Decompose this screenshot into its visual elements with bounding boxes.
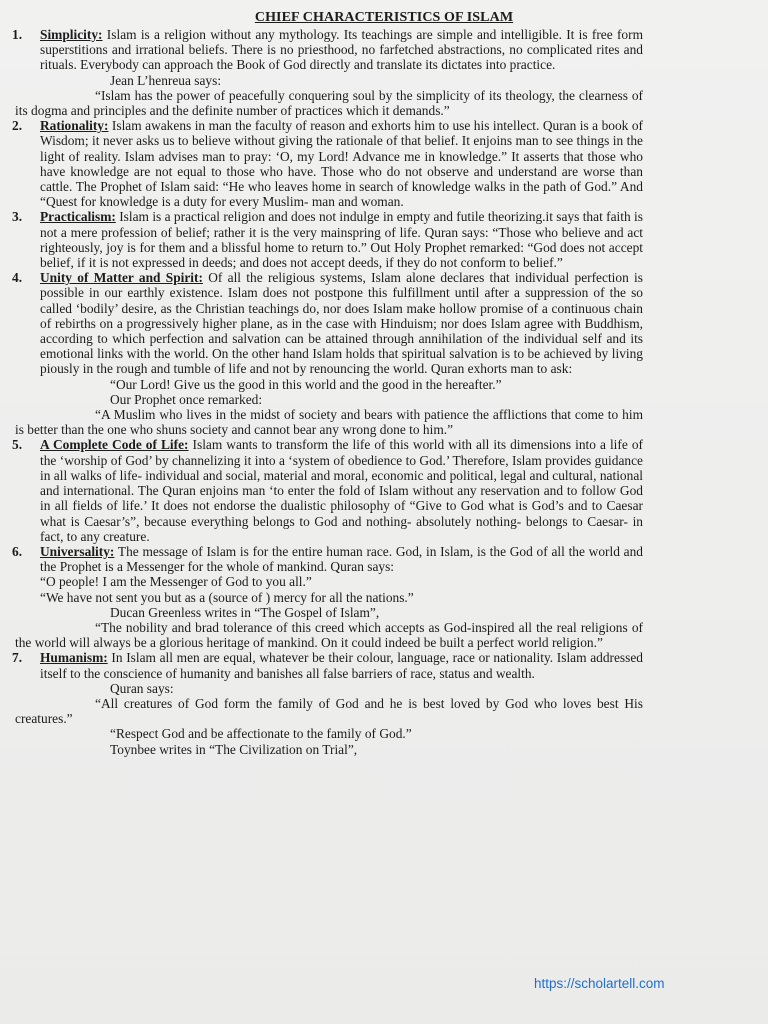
document-body <box>10 27 643 757</box>
item-heading: Unity of Matter and Spirit: <box>40 270 203 286</box>
quotation: “Our Lord! Give us the good in this world and the good in the hereafter.” <box>110 376 502 392</box>
item-heading: A Complete Code of Life: <box>40 437 189 453</box>
list-item-practicalism <box>10 209 643 270</box>
attribution-line: Ducan Greenless writes in “The Gospel of Islam”, <box>110 604 380 620</box>
item-heading: Rationality: <box>40 118 109 134</box>
quotation: “Respect God and be affectionate to the family of God.” <box>110 726 412 742</box>
attribution-line: Our Prophet once remarked: <box>110 391 263 407</box>
item-number: 7. <box>12 650 23 666</box>
page-title: CHIEF CHARACTERISTICS OF ISLAM <box>254 10 514 25</box>
quotation: “We have not sent you but as a (source of ) mercy for all the nations.” <box>40 589 414 605</box>
quotation: “The nobility and brad tolerance of this creed which accepts as God-inspired all the real religions of the world will always be a glorious heritage of mankind. On it could indeed be built a perfect world religion.” <box>15 619 643 651</box>
attribution-line: Toynbee writes in “The Civilization on Trial”, <box>110 741 358 757</box>
item-number: 1. <box>12 27 23 42</box>
list-item-rationality <box>10 118 643 209</box>
attribution-line: Quran says: <box>110 680 174 696</box>
list-item-universality <box>10 544 643 650</box>
item-text: Islam is a practical religion and does not indulge in empty and futile theorizing.it says that faith is not a mere profession of belief; rather it is the very mainspring of life. Quran says: “Those who believe and act righteously, joy is for them and a blissful home to return to.” Out Holy Prophet remarked: “God does not accept belief, if it is not expressed in deeds; and does not accept deeds, if they do not conform to belief.” <box>40 209 643 271</box>
item-number: 4. <box>12 270 23 286</box>
item-text: Islam is a religion without any mythology. Its teachings are simple and intelligible. It is free form superstitions and irrational beliefs. There is no priesthood, no farfetched abstractions, no complicated rites and rituals. Everybody can approach the Book of God directly and translate its dictates into practice. <box>40 27 643 73</box>
item-number: 3. <box>12 209 23 225</box>
item-text: Islam wants to transform the life of this world with all its dimensions into a life of the ‘worship of God’ by channelizing it into a ‘system of obedience to God.’ Therefore, Islam provides guidance in all walks of life- individual and social, material and moral, economic and political, legal and cultural, national and international. The Quran enjoins man ‘to enter the fold of Islam without any reservation and to follow God in all fields of life.’ It does not endorse the dualistic philosophy of “Give to God what is God’s and to Caesar what is Caesar’s”, because everything belongs to God and nothing- absolutely nothing- belongs to Caesar- in fact, to any creature. <box>40 437 643 544</box>
item-number: 5. <box>12 437 23 453</box>
attribution-line: Jean L’henreua says: <box>110 72 222 88</box>
source-link[interactable]: https://scholartell.com <box>534 976 665 991</box>
quotation: “A Muslim who lives in the midst of society and bears with patience the afflictions that come to him is better than the one who shuns society and cannot bear any wrong done to him.” <box>15 407 643 438</box>
quotation: “All creatures of God form the family of God and he is best loved by God who loves best His creatures.” <box>15 695 643 727</box>
list-item-unity <box>10 270 643 437</box>
item-heading: Simplicity: <box>40 27 103 42</box>
item-heading: Humanism: <box>40 650 108 666</box>
item-number: 2. <box>12 118 23 134</box>
list-item-simplicity <box>10 27 643 118</box>
item-heading: Universality: <box>40 543 115 559</box>
item-text: In Islam all men are equal, whatever be their colour, language, race or nationality. Islam addressed itself to the conscience of humanity and banishes all false barriers of race, status and wealth. <box>40 650 643 681</box>
item-number: 6. <box>12 543 23 559</box>
quotation: “Islam has the power of peacefully conquering soul by the simplicity of its theology, the clearness of its dogma and principles and the definite number of practices which it demands.” <box>15 87 643 119</box>
list-item-humanism <box>10 650 643 756</box>
item-text: Of all the religious systems, Islam alone declares that individual perfection is possible in our earthly existence. Islam does not postpone this fulfillment until after a suppression of the so called ‘bodily’ desire, as the Christian teachings do, nor does Islam make hollow promise of a continuous chain of rebirths on a progressively higher plane, as in the case with Hinduism; nor does Islam agree with Buddhism, according to which perfection and salvation can be attained through annihilation of the individual self and its emotional links with the world. On the other hand Islam holds that spiritual salvation is to be achieved by living piously in the rough and tumble of life and not by renouncing the world. Quran exhorts man to ask: <box>40 270 643 377</box>
item-heading: Practicalism: <box>40 209 116 225</box>
list-item-complete-code <box>10 437 643 543</box>
item-text: Islam awakens in man the faculty of reason and exhorts him to use his intellect. Quran is a book of Wisdom; it never asks us to believe without giving the rationale of that belief. It enjoins man to see things in the light of reality. Islam advises man to pray: ‘O, my Lord! Advance me in knowledge.” It asserts that those who have knowledge are not equal to those who have. Those who do not observe and understand are worse than cattle. The Prophet of Islam said: “He who leaves home in search of knowledge walks in the path of God.” And “Quest for knowledge is a duty for every Muslim- man and woman. <box>40 118 643 210</box>
item-text: The message of Islam is for the entire human race. God, in Islam, is the God of all the world and the Prophet is a Messenger for the whole of mankind. Quran says: <box>40 543 643 575</box>
quotation: “O people! I am the Messenger of God to you all.” <box>40 574 312 590</box>
